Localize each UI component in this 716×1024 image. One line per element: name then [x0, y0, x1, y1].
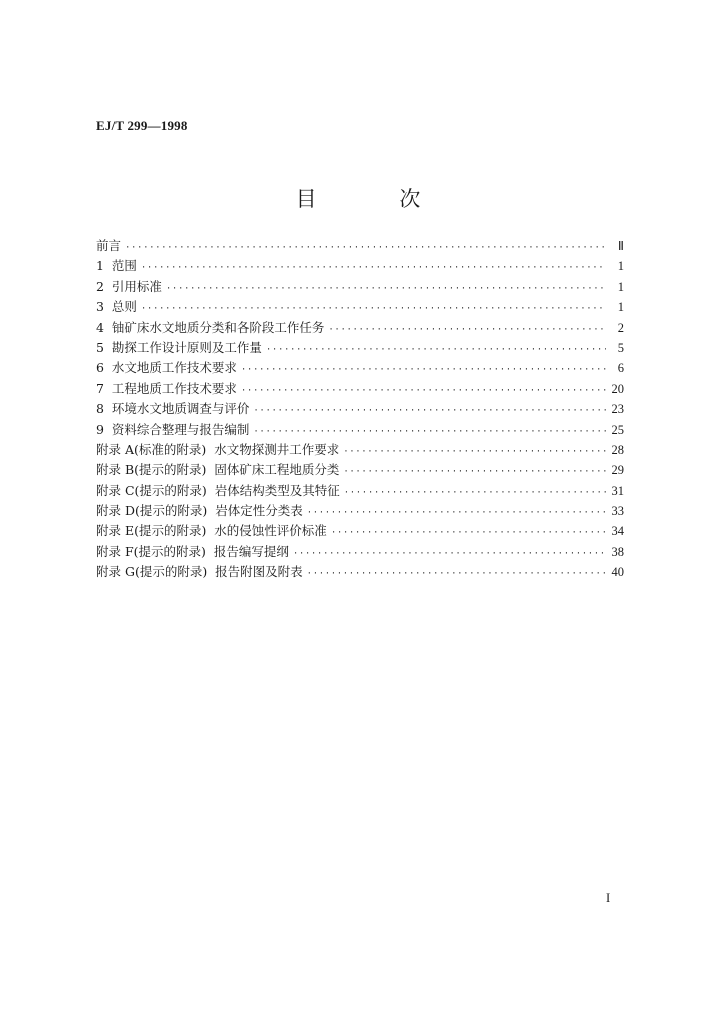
toc-entry-foreword[interactable] — [96, 236, 624, 256]
toc-label: 8 环境水文地质调查与评价 — [96, 401, 250, 417]
toc-page: 25 — [611, 422, 624, 437]
toc-entry-appendix-d[interactable] — [96, 501, 624, 521]
toc-label: 5 勘探工作设计原则及工作量 — [96, 339, 262, 355]
toc-entry-6[interactable] — [96, 358, 624, 378]
dot-leader — [241, 386, 606, 396]
toc-entry-7[interactable] — [96, 379, 624, 399]
toc-page: 20 — [611, 381, 624, 396]
toc-entry-9[interactable] — [96, 420, 624, 440]
toc-entry-2[interactable] — [96, 277, 624, 297]
toc-label: 3 总则 — [96, 299, 137, 315]
dot-leader — [266, 345, 606, 355]
toc-entry-appendix-g[interactable] — [96, 562, 624, 582]
dot-leader — [343, 447, 606, 457]
table-of-contents — [96, 236, 624, 583]
toc-entry-4[interactable] — [96, 318, 624, 338]
toc-page: 5 — [617, 340, 624, 355]
dot-leader — [141, 304, 606, 314]
dot-leader — [293, 549, 606, 559]
toc-page: 40 — [611, 565, 624, 580]
toc-page: Ⅱ — [617, 239, 624, 253]
page-title: 目 次 — [295, 187, 459, 211]
dot-leader — [253, 427, 606, 437]
toc-label: 附录 B(提示的附录) 固体矿床工程地质分类 — [96, 462, 340, 478]
toc-entry-appendix-e[interactable] — [96, 521, 624, 541]
toc-label: 9 资料综合整理与报告编制 — [96, 421, 250, 437]
toc-label: 附录 F(提示的附录) 报告编写提纲 — [96, 543, 289, 559]
dot-leader — [344, 488, 606, 498]
dot-leader — [141, 263, 606, 273]
toc-label: 附录 G(提示的附录) 报告附图及附表 — [96, 564, 303, 580]
dot-leader — [307, 508, 606, 518]
toc-entry-3[interactable] — [96, 297, 624, 317]
dot-leader — [328, 325, 606, 335]
toc-page: 34 — [611, 524, 624, 539]
toc-page: 6 — [617, 361, 624, 376]
toc-page: 23 — [611, 402, 624, 417]
page-number: I — [606, 891, 611, 905]
toc-page: 1 — [617, 279, 624, 294]
toc-entry-appendix-c[interactable] — [96, 481, 624, 501]
toc-label: 1 范围 — [96, 258, 137, 274]
toc-page: 38 — [611, 544, 624, 559]
toc-label: 附录 A(标准的附录) 水文物探测井工作要求 — [96, 441, 340, 457]
toc-label: 附录 D(提示的附录) 岩体定性分类表 — [96, 503, 303, 519]
toc-label: 4 铀矿床水文地质分类和各阶段工作任务 — [96, 319, 325, 335]
toc-label: 前言 — [96, 238, 122, 253]
dot-leader — [253, 406, 606, 416]
dot-leader — [125, 243, 606, 253]
toc-entry-appendix-a[interactable] — [96, 440, 624, 460]
toc-entry-8[interactable] — [96, 399, 624, 419]
standard-code: EJ/T 299—1998 — [96, 118, 188, 133]
dot-leader — [241, 365, 606, 375]
dot-leader — [166, 284, 606, 294]
toc-entry-appendix-f[interactable] — [96, 542, 624, 562]
toc-page: 29 — [611, 463, 624, 478]
dot-leader — [331, 528, 606, 538]
toc-page: 2 — [617, 320, 624, 335]
toc-page: 1 — [617, 259, 624, 274]
toc-page: 31 — [611, 483, 624, 498]
toc-page: 1 — [617, 300, 624, 315]
dot-leader — [343, 467, 606, 477]
dot-leader — [307, 569, 606, 579]
toc-entry-appendix-b[interactable] — [96, 460, 624, 480]
toc-label: 7 工程地质工作技术要求 — [96, 380, 237, 396]
toc-label: 2 引用标准 — [96, 278, 162, 294]
toc-entry-1[interactable] — [96, 256, 624, 276]
toc-page: 33 — [611, 504, 624, 519]
toc-label: 6 水文地质工作技术要求 — [96, 360, 237, 376]
toc-label: 附录 E(提示的附录) 水的侵蚀性评价标准 — [96, 523, 327, 539]
toc-entry-5[interactable] — [96, 338, 624, 358]
toc-page: 28 — [611, 442, 624, 457]
toc-label: 附录 C(提示的附录) 岩体结构类型及其特征 — [96, 482, 340, 498]
